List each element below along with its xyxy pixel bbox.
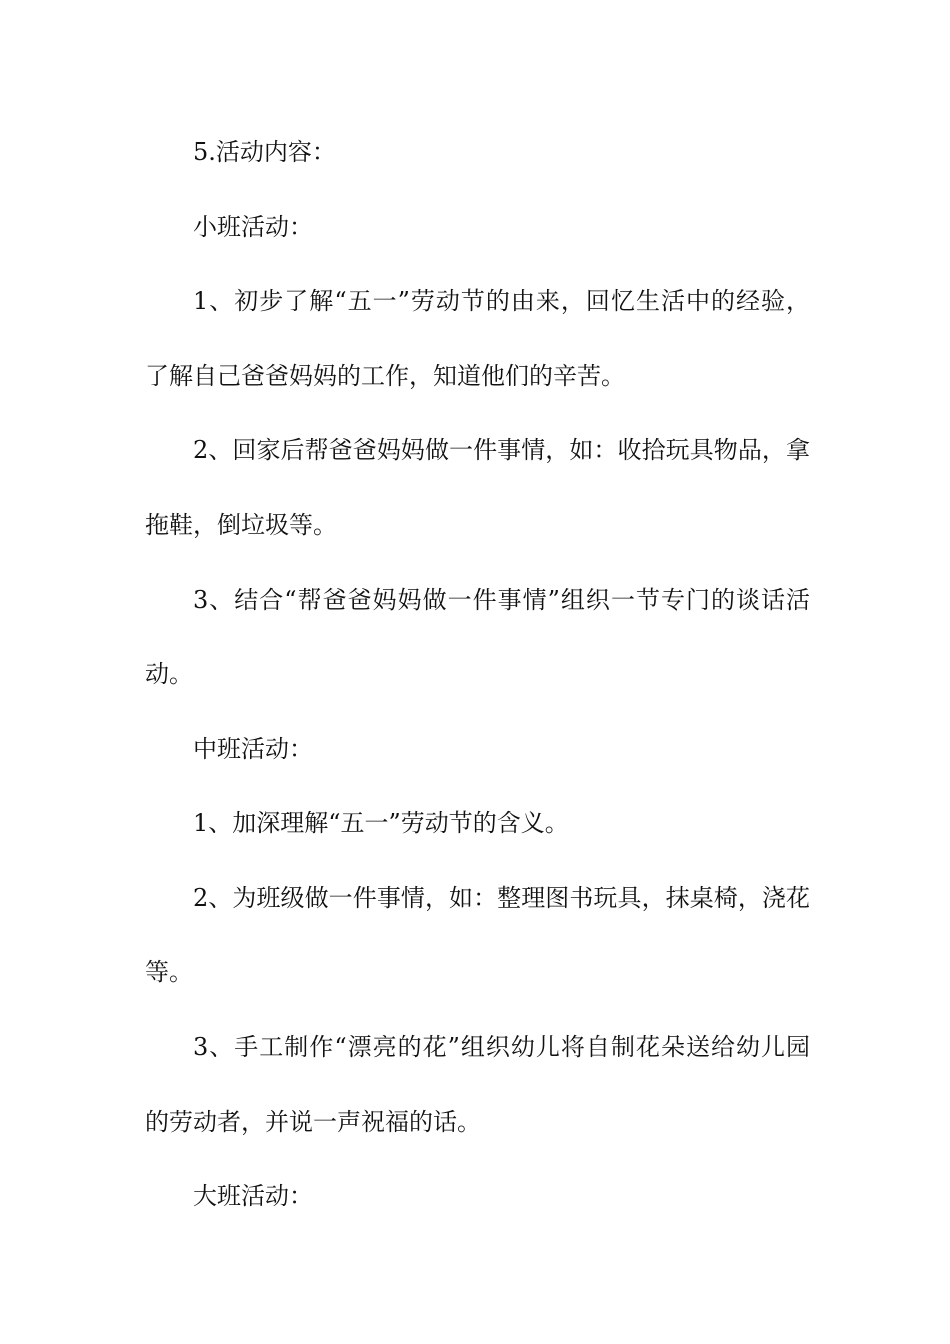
paragraph-line: 2、回家后帮爸爸妈妈做一件事情，如：收拾玩具物品，拿 bbox=[193, 436, 810, 464]
paragraph-line: 拖鞋，倒垃圾等。 bbox=[145, 511, 337, 539]
paragraph-line: 2、为班级做一件事情，如：整理图书玩具，抹桌椅，浇花 bbox=[193, 884, 810, 912]
paragraph-line: 等。 bbox=[145, 958, 193, 986]
paragraph-line: 的劳动者，并说一声祝福的话。 bbox=[145, 1108, 481, 1136]
paragraph-line: 3、手工制作“漂亮的花”组织幼儿将自制花朵送给幼儿园 bbox=[193, 1033, 810, 1061]
subheading-middle-class: 中班活动： bbox=[193, 735, 313, 763]
paragraph-line: 了解自己爸爸妈妈的工作，知道他们的辛苦。 bbox=[145, 362, 625, 390]
subheading-large-class: 大班活动： bbox=[193, 1182, 313, 1210]
paragraph-line: 1、初步了解“五一”劳动节的由来，回忆生活中的经验， bbox=[193, 287, 810, 315]
subheading-small-class: 小班活动： bbox=[193, 213, 313, 241]
section-heading-activity-content: 5.活动内容： bbox=[193, 138, 336, 166]
paragraph-line: 动。 bbox=[145, 660, 193, 688]
paragraph-line: 1、加深理解“五一”劳动节的含义。 bbox=[193, 809, 569, 837]
paragraph-line: 3、结合“帮爸爸妈妈做一件事情”组织一节专门的谈话活 bbox=[193, 586, 810, 614]
